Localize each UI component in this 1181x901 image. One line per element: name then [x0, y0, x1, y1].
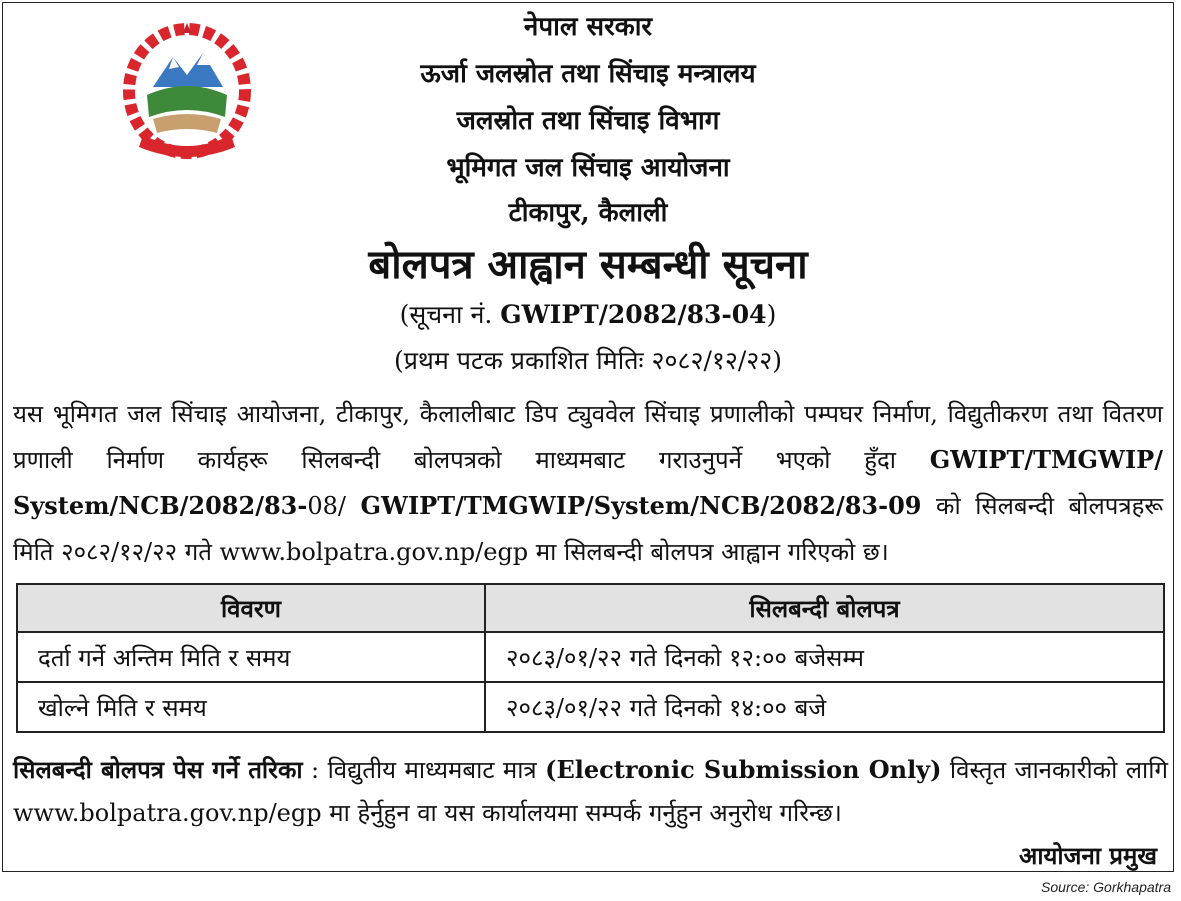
- header-ministry: ऊर्जा जलस्रोत तथा सिंचाइ मन्त्रालय: [420, 59, 756, 89]
- table-row: [17, 682, 1164, 732]
- tender-notice: [2, 2, 1174, 872]
- schedule-table: [16, 583, 1165, 733]
- table-header-sealed-bid: सिलबन्दी बोलपत्र: [485, 584, 1164, 632]
- reference-1: GWIPT/TMGWIP/ System/NCB/2082/83-: [13, 445, 1163, 520]
- signature: आयोजना प्रमुख: [1018, 841, 1157, 870]
- table-header-row: [17, 584, 1164, 632]
- table-row: [17, 632, 1164, 682]
- submission-label: सिलबन्दी बोलपत्र पेस गर्ने तरिका: [13, 755, 303, 784]
- notice-number-value: GWIPT/2082/83-04: [500, 300, 767, 329]
- reference-2: GWIPT/TMGWIP/System/NCB/2082/83-09: [360, 491, 922, 520]
- source-credit: Source: Gorkhapatra: [1041, 879, 1171, 895]
- submission-mode: (Electronic Submission Only): [545, 755, 942, 784]
- table-cell: दर्ता गर्ने अन्तिम मिति र समय: [17, 632, 485, 682]
- notice-body: यस भूमिगत जल सिंचाइ आयोजना, टीकापुर, कैलालीबाट डिप ट्युववेल सिंचाइ प्रणालीको पम्पघर निर्माण, विद्युतीकरण तथा वितरण प्रणाली निर्माण कार्यहरू सिलबन्दी बोलपत्रको माध्यमबाट गराउनुपर्ने भएको हुँदा GWIPT/TMGWIP/ System/NCB/2082/83-08/ GWIPT/TMGWIP/System/NCB/2082/83-09 को सिलबन्दी बोलपत्रहरू मिति २०८२/१२/२२ गते www.bolpatra.gov.np/egp मा सिलबन्दी बोलपत्र आह्वान गरिएको छ।: [13, 400, 1163, 566]
- notice-title: बोलपत्र आह्वान सम्बन्धी सूचना: [368, 241, 808, 288]
- header-location: टीकापुर, कैलाली: [508, 198, 668, 228]
- table-cell: खोल्ने मिति र समय: [17, 682, 485, 732]
- header-government: नेपाल सरकार: [523, 12, 653, 42]
- first-published-date: (प्रथम पटक प्रकाशित मितिः २०८२/१२/२२): [393, 346, 783, 375]
- notice-number: (सूचना नं. GWIPT/2082/83-04): [399, 300, 777, 329]
- header-department: जलस्रोत तथा सिंचाइ विभाग: [456, 106, 720, 136]
- header-project: भूमिगत जल सिंचाइ आयोजना: [446, 153, 730, 183]
- table-cell: २०८३/०१/२२ गते दिनको १४:०० बजे: [485, 682, 1164, 732]
- table-header-description: विवरण: [17, 584, 485, 632]
- table-cell: २०८३/०१/२२ गते दिनको १२:०० बजेसम्म: [485, 632, 1164, 682]
- submission-method: सिलबन्दी बोलपत्र पेस गर्ने तरिका : विद्युतीय माध्यमबाट मात्र (Electronic Submission Only) विस्तृत जानकारीको लागि www.bolpatra.gov.np/egp मा हेर्नुहुन वा यस कार्यालयमा सम्पर्क गर्नुहुन अनुरोध गरिन्छ।: [13, 755, 1168, 827]
